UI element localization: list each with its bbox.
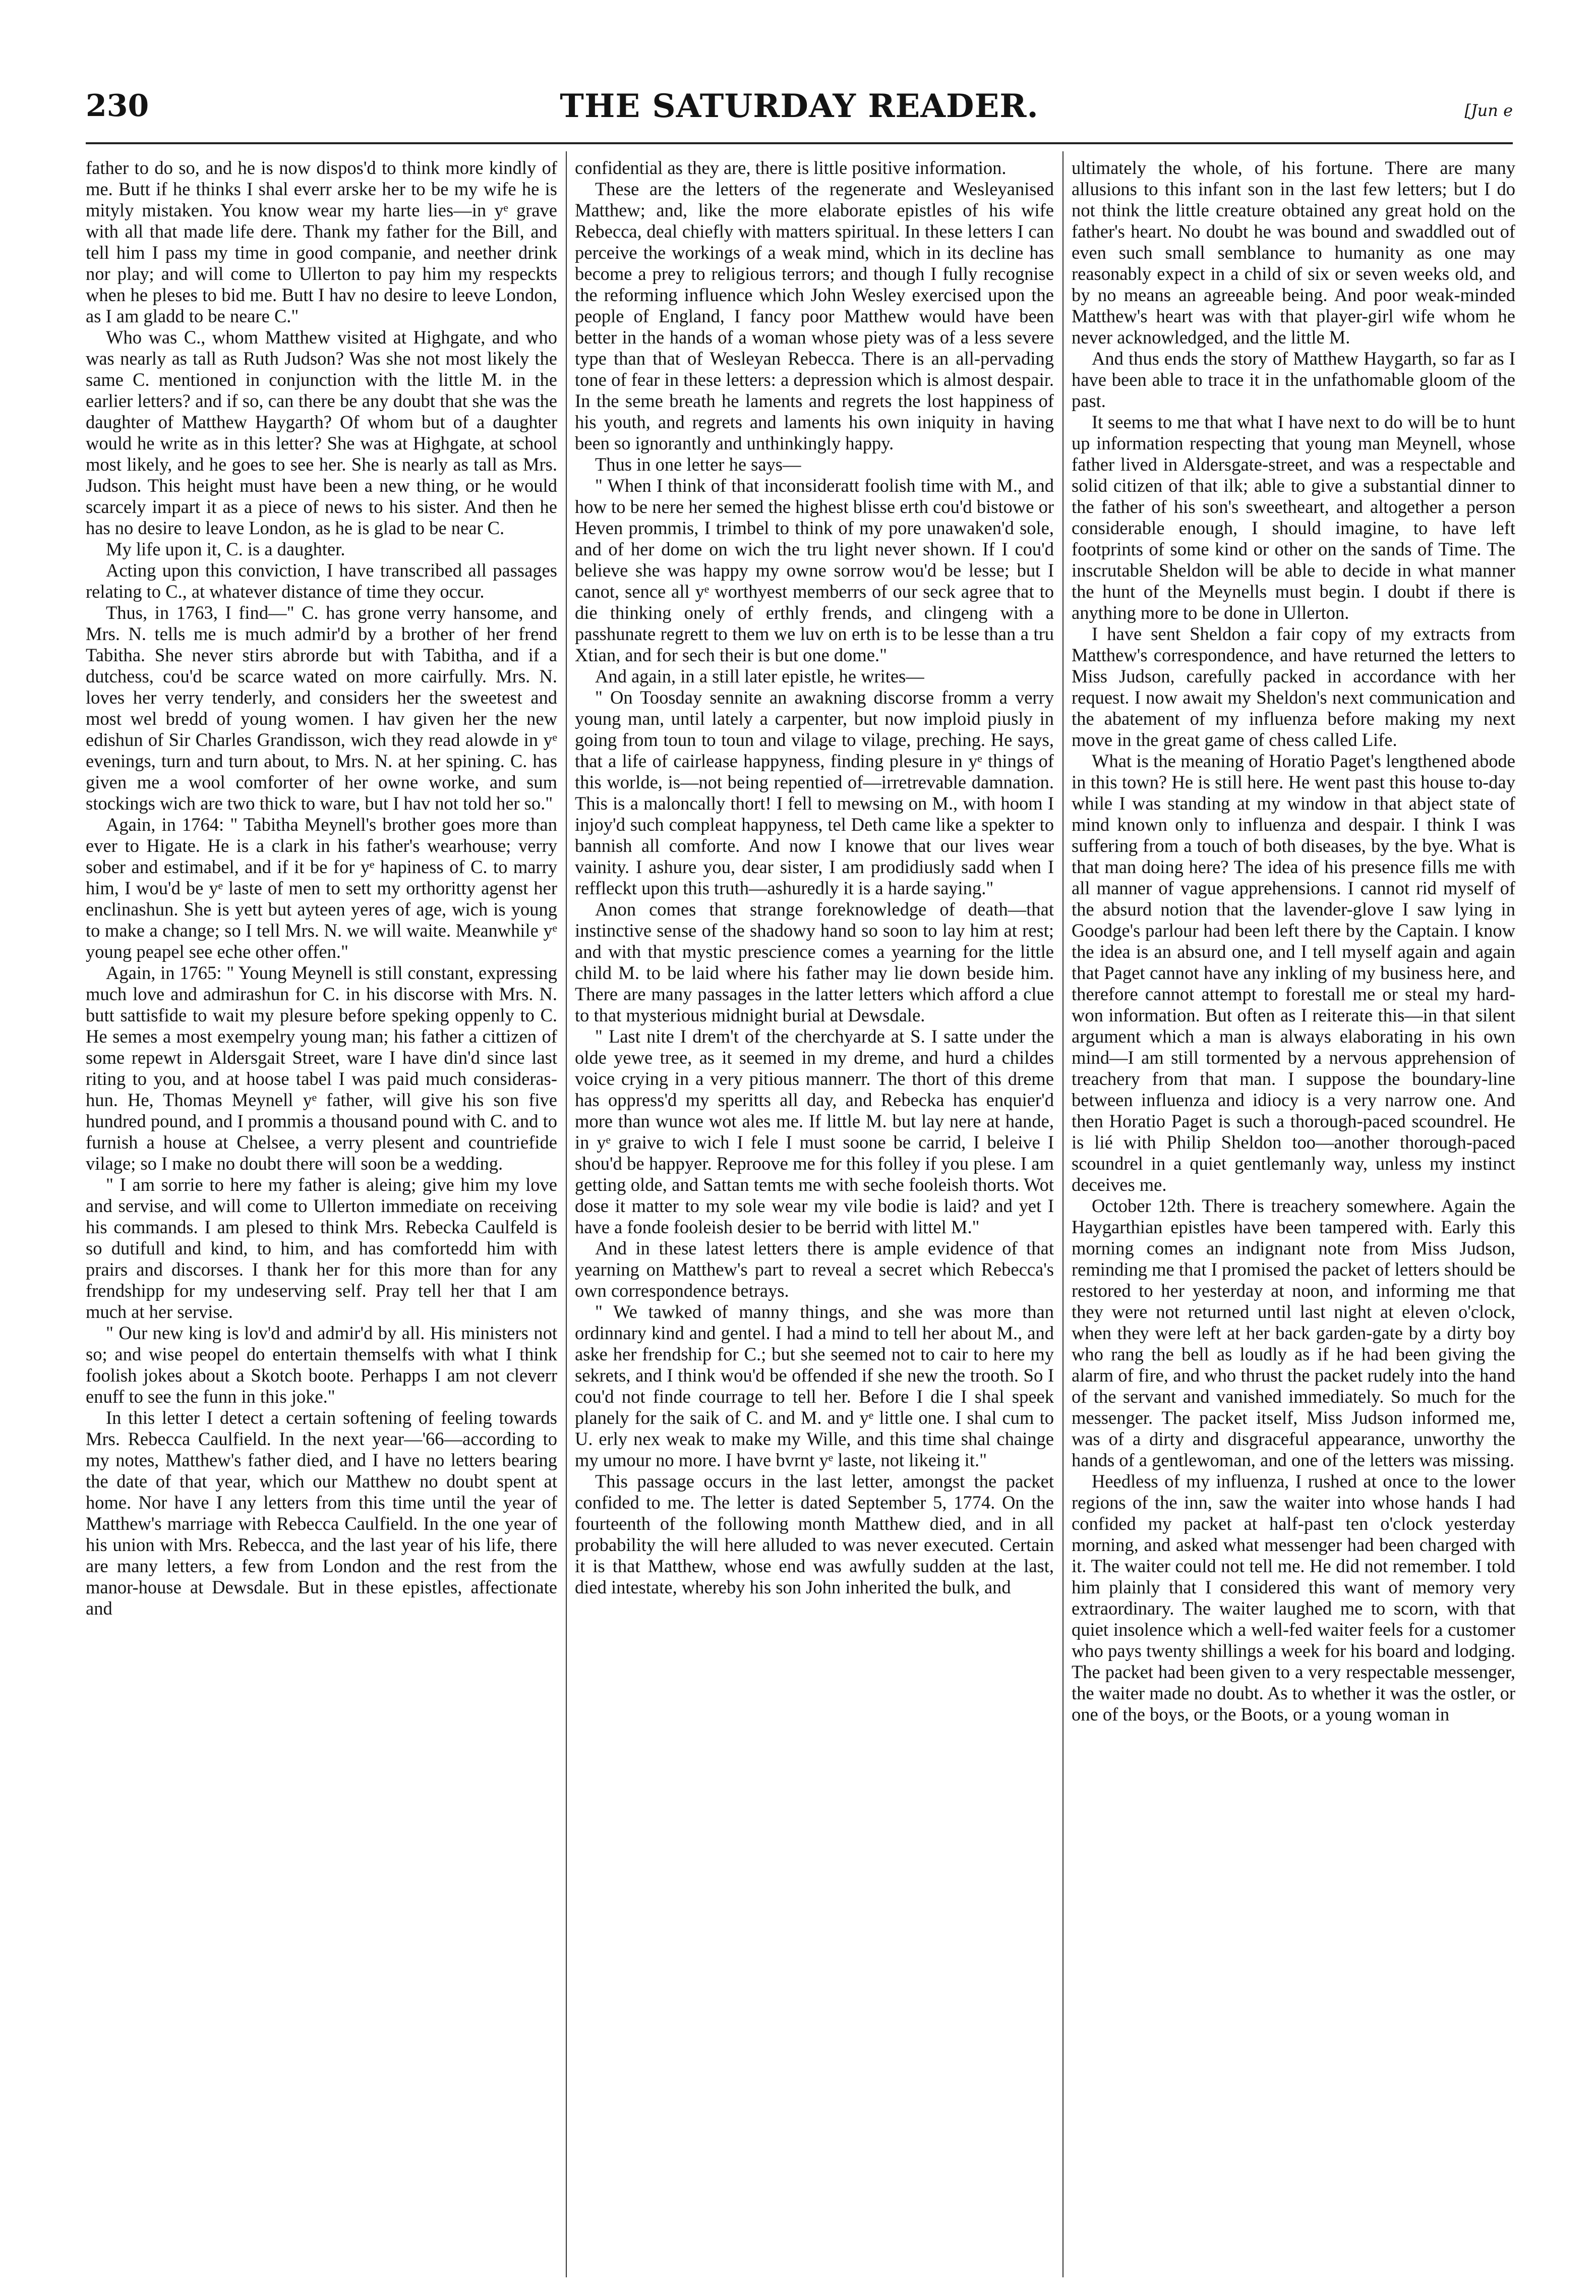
paragraph: Acting upon this conviction, I have transcribed all passages relating to C., at whatever distance of time they occur. xyxy=(86,560,557,602)
column-divider xyxy=(566,151,567,2277)
paragraph: Thus in one letter he says— xyxy=(595,454,801,475)
paragraph: Again, in 1764: " Tabitha Meynell's brother goes more than ever to Higate. He is a clark in his father's wearhouse; verry sober and estimabel, and if it be for yᵉ hapiness of C. to marry him, I wou'd be yᵉ laste of men to sett my orthoritty agenst her enclinashun. She is yett but ayteen yeres of age, wich is young to make a change; so I tell Mrs. N. we will waite. Meanwhile yᵉ young peapel see eche other offen." xyxy=(86,814,557,962)
paragraph: " I am sorrie to here my father is aleing; give him my love and servise, and will come to Ullerton immediate on receiving his commands. I am plesed to think Mrs. Rebecka Caulfeld is so dutifull and kind, to him, and has comfortedd him with prairs and discorses. I thank her for this more than for any frendshipp for my undeserving self. Pray tell her that I am much at her servise. xyxy=(86,1174,557,1322)
paragraph: ultimately the whole, of his fortune. There are many allusions to this infant son in the last few letters; but I do not think the little creature obtained any great hold on the father's heart. No doubt he was bound and swaddled out of even such small semblance to humanity as one may reasonably expect in a child of six or seven weeks old, and by no means an agreeable being. And poor weak-minded Matthew's heart was with that player-girl wife whom he never acknowledged, and the little M. xyxy=(1072,157,1515,348)
paragraph: " When I think of that inconsideratt foolish time with M., and how to be nere her semed the highest blisse erth cou'd bistowe or Heven prommis, I trimbel to think of my pore unawaken'd sole, and of her dome on wich the tru light never shown. If I cou'd believe she was happy my owne sorrow wou'd be lesse; but I canot, sence all yᵉ worthyest memberrs of our seck agree that to die thinking onely of erthly frends, and clingeng with a passhunate regrett to them we luv on erth is to be lesse than a tru Xtian, and for sech their is but one dome." xyxy=(575,475,1054,665)
paragraph: " On Toosday sennite an awakning discorse fromm a verry young man, until lately a carpenter, but now imploid piusly in going from toun to toun and vilage to vilage, preching. He says, that a life of cairlease happyness, finding plesure in yᵉ things of this worlde, is—not being repentied of—irretrevable damnation. This is a maloncally thort! I fell to mewsing on M., with hoom I injoy'd such compleat happyness, tel Deth came like a spekter to bannish all comforte. And now I knowe that our lives wear vainity. I ashure you, dear sister, I am prodidiusly sadd when I reffleckt upon this truth—ashuredly it is a harde saying." xyxy=(575,687,1054,898)
paragraph: And in these latest letters there is ample evidence of that yearning on Matthew's part to reveal a secret which Rebecca's own correspondence betrays. xyxy=(575,1238,1054,1301)
paragraph: In this letter I detect a certain softening of feeling towards Mrs. Rebecca Caulfield. In the next year—'66—according to my notes, Matthew's father died, and I have no letters bearing the date of that year, which our Matthew no doubt spent at home. Nor have I any letters from this time until the year of Matthew's marriage with Rebecca Caulfield. In the one year of his union with Mrs. Rebecca, and the last year of his life, there are many letters, a few from London and the rest from the manor-house at Dewsdale. But in these epistles, affectionate and xyxy=(86,1407,557,1619)
column-2 xyxy=(575,157,1054,2273)
paragraph: " We tawked of manny things, and she was more than ordinnary kind and gentel. I had a mind to tell her about M., and aske her frendship for C.; but she seemed not to cair to here my sekrets, and I think wou'd be offended if she new the trooth. So I cou'd not finde courrage to tell her. Before I die I shal speek planely for the saik of C. and M. and yᵉ little one. I shal cum to U. erly nex weak to make my Wille, and this time shal chainge my umour no more. I have bvrnt yᵉ laste, not likeing it." xyxy=(575,1301,1054,1470)
paragraph: " Last nite I drem't of the cherchyarde at S. I satte under the olde yewe tree, as it seemed in my dreme, and hurd a childes voice crying in a very pitious mannerr. The thort of this dreme has oppress'd my speritts all day, and Rebecka has enquier'd more than wunce wot ales me. If little M. but lay nere at hande, in yᵉ graive to wich I fele I must soone be carrid, I beleive I shou'd be happyer. Reproove me for this folley if you plese. I am getting olde, and Sattan temts me with seche fooleish thorts. Wot dose it matter to my sole wear my vile bodie is laid? and yet I have a fonde fooleish desier to be berrid with littel M." xyxy=(575,1026,1054,1237)
header-rule xyxy=(86,142,1513,144)
paragraph: Again, in 1765: " Young Meynell is still constant, expressing much love and admirashun for C. in his discorse with Mrs. N. butt sattisfide to wait my plesure before speking oppenly to C. He semes a most exempelry young man; his father a cittizen of some repewt in Aldersgait Street, ware I have din'd since last riting to you, and at hoose tabel I was paid much consideras- hun. He, Thomas Meynell yᵉ father, will give his son five hundred pound, and I prommis a thousand pound with C. and to furnish a house at Chelsee, a verry plesent and countriefide vilage; so I make no doubt there will soon be a wedding. xyxy=(86,962,557,1174)
paragraph: Heedless of my influenza, I rushed at once to the lower regions of the inn, saw the waiter into whose hands I had confided my packet at half-past ten o'clock yesterday morning, and asked what messenger had been charged with it. The waiter could not tell me. He did not remember. I told him plainly that I considered this want of memory very extraordinary. The waiter laughed me to scorn, with that quiet insolence which a well-fed waiter feels for a customer who pays twenty shillings a week for his board and lodging. The packet had been given to a very respectable messenger, the waiter made no doubt. As to whether it was the ostler, or one of the boys, or the Boots, or a young woman in xyxy=(1072,1471,1515,1725)
column-3 xyxy=(1072,157,1515,2273)
paragraph: It seems to me that what I have next to do will be to hunt up information respecting that young man Meynell, whose father lived in Aldersgate-street, and was a respectable and solid citizen of that ilk; able to give a substantial dinner to the father of his son's sweetheart, and altogether a person considerable enough, I should imagine, to have left footprints of some kind or other on the sands of Time. The inscrutable Sheldon will be able to decide in what manner the hunt of the Meynells must begin. I doubt if there is anything more to be done in Ullerton. xyxy=(1072,412,1515,623)
paragraph: My life upon it, C. is a daughter. xyxy=(106,539,345,559)
paragraph: Anon comes that strange foreknowledge of death—that instinctive sense of the shadowy hand so soon to lay him at rest; and with that mystic prescience comes a yearning for the little child M. to be laid where his father may lie down beside him. There are many passages in the latter letters which afford a clue to that mysterious midnight burial at Dewsdale. xyxy=(575,899,1054,1025)
paragraph: father to do so, and he is now dispos'd to think more kindly of me. Butt if he thinks I shal everr arske her to be my wife he is mityly mistaken. You know wear my harte lies—in yᵉ grave with all that made life dere. Thank my father for the Bill, and tell him I pass my time in good companie, and neether drink nor play; and will come to Ullerton to pay him my respeckts when he pleses to bid me. Butt I hav no desire to leeve London, as I am gladd to be neare C." xyxy=(86,157,557,326)
paragraph: I have sent Sheldon a fair copy of my extracts from Matthew's correspondence, and have returned the letters to Miss Judson, carefully packed in accordance with her request. I now await my Sheldon's next communication and the abatement of my influenza before making my next move in the great game of chess called Life. xyxy=(1072,623,1515,750)
paragraph: confidential as they are, there is little positive information. xyxy=(575,157,1007,178)
paragraph: " Our new king is lov'd and admir'd by all. His ministers not so; and wise peopel do entertain themselfs with what I think foolish jokes about a Skotch boote. Perhapps I am not cleverr enuff to see the funn in this joke." xyxy=(86,1323,557,1407)
paragraph: This passage occurs in the last letter, amongst the packet confided to me. The letter is dated September 5, 1774. On the fourteenth of the following month Matthew died, and in all probability the will here alluded to was never executed. Certain it is that Matthew, whose end was awfully sudden at the last, died intestate, whereby his son John inherited the bulk, and xyxy=(575,1471,1054,1597)
masthead-title: THE SATURDAY READER. xyxy=(560,87,1039,125)
column-1 xyxy=(86,157,557,2273)
paragraph: Who was C., whom Matthew visited at Highgate, and who was nearly as tall as Ruth Judson? Was she not most likely the same C. mentioned in conjunction with the little M. in the earlier letters? and if so, can there be any doubt that she was the daughter of Matthew Haygarth? Of whom but of a daughter would he write as in this letter? She was at Highgate, at school most likely, and he goes to see her. She is nearly as tall as Mrs. Judson. This height must have been a new thing, or he would scarcely impart it as a piece of news to his sister. And then he has no desire to leave London, as he is glad to be near C. xyxy=(86,327,557,538)
issue-date: [Jun e xyxy=(1464,101,1513,120)
page-number: 230 xyxy=(86,88,149,124)
paragraph: October 12th. There is treachery somewhere. Again the Haygarthian epistles have been tampered with. Early this morning comes an indignant note from Miss Judson, reminding me that I promised the packet of letters should be restored to her yesterday at noon, and informing me that they were not returned until last night at eleven o'clock, when they were left at her back garden-gate by a dirty boy who rang the bell as loudly as if he had been giving the alarm of fire, and who thrust the packet rudely into the hand of the servant and vanished immediately. So much for the messenger. The packet itself, Miss Judson informed me, was of a dirty and disgraceful appearance, unworthy the hands of a gentlewoman, and one of the letters was missing. xyxy=(1072,1195,1515,1470)
paragraph: And thus ends the story of Matthew Haygarth, so far as I have been able to trace it in the unfathomable gloom of the past. xyxy=(1072,348,1515,411)
page-header xyxy=(86,78,1513,139)
paragraph: These are the letters of the regenerate and Wesleyanised Matthew; and, like the more elaborate epistles of his wife Rebecca, deal chiefly with matters spiritual. In these letters I can perceive the workings of a weak mind, which in its decline has become a prey to religious terrors; and though I fully recognise the reforming influence which John Wesley exercised upon the people of England, I fancy poor Matthew would have been better in the hands of a woman whose piety was of a less severe type than that of Wesleyan Rebecca. There is an all-pervading tone of fear in these letters: a depression which is almost despair. In the seme breath he laments and regrets the lost happiness of his youth, and regrets and laments his own iniquity in having been so ignorantly and unthinkingly happy. xyxy=(575,179,1054,453)
paragraph: What is the meaning of Horatio Paget's lengthened abode in this town? He is still here. He went past this house to-day while I was standing at my window in that abject state of mind known only to influenza and despair. I think I was suffering from a touch of both diseases, by the bye. What is that man doing here? The idea of his presence fills me with all manner of vague apprehensions. I cannot rid myself of the absurd notion that the lavender-glove I saw lying in Goodge's parlour had been left there by the Captain. I know the idea is an absurd one, and I tell myself again and again that Paget cannot have any inkling of my business here, and therefore cannot attempt to forestall me or steal my hard-won information. But often as I reiterate this—in that silent argument which a man is always elaborating in his own mind—I am still tormented by a nervous apprehension of treachery from that man. I suppose the boundary-line between influenza and idiocy is a very narrow one. And then Horatio Paget is such a thorough-paced scoundrel. He is lié with Philip Sheldon too—another thorough-paced scoundrel in a quiet gentlemanly way, unless my instinct deceives me. xyxy=(1072,751,1515,1195)
column-divider xyxy=(1062,151,1063,2277)
paragraph: Thus, in 1763, I find—" C. has grone verry hansome, and Mrs. N. tells me is much admir'd by a brother of her frend Tabitha. She never stirs abrorde but with Tabitha, and if a dutchess, cou'd be scarce wated on more cairfully. Mrs. N. loves her verry tenderly, and considers her the sweetest and most wel bredd of young women. I hav given her the new edishun of Sir Charles Grandisson, wich they read alowde in yᵉ evenings, turn and turn about, to Mrs. N. at her spining. C. has given me a wool comforter of her owne worke, and sum stockings wich are two thick to ware, but I hav not told her so." xyxy=(86,602,557,814)
paragraph: And again, in a still later epistle, he writes— xyxy=(595,666,924,686)
